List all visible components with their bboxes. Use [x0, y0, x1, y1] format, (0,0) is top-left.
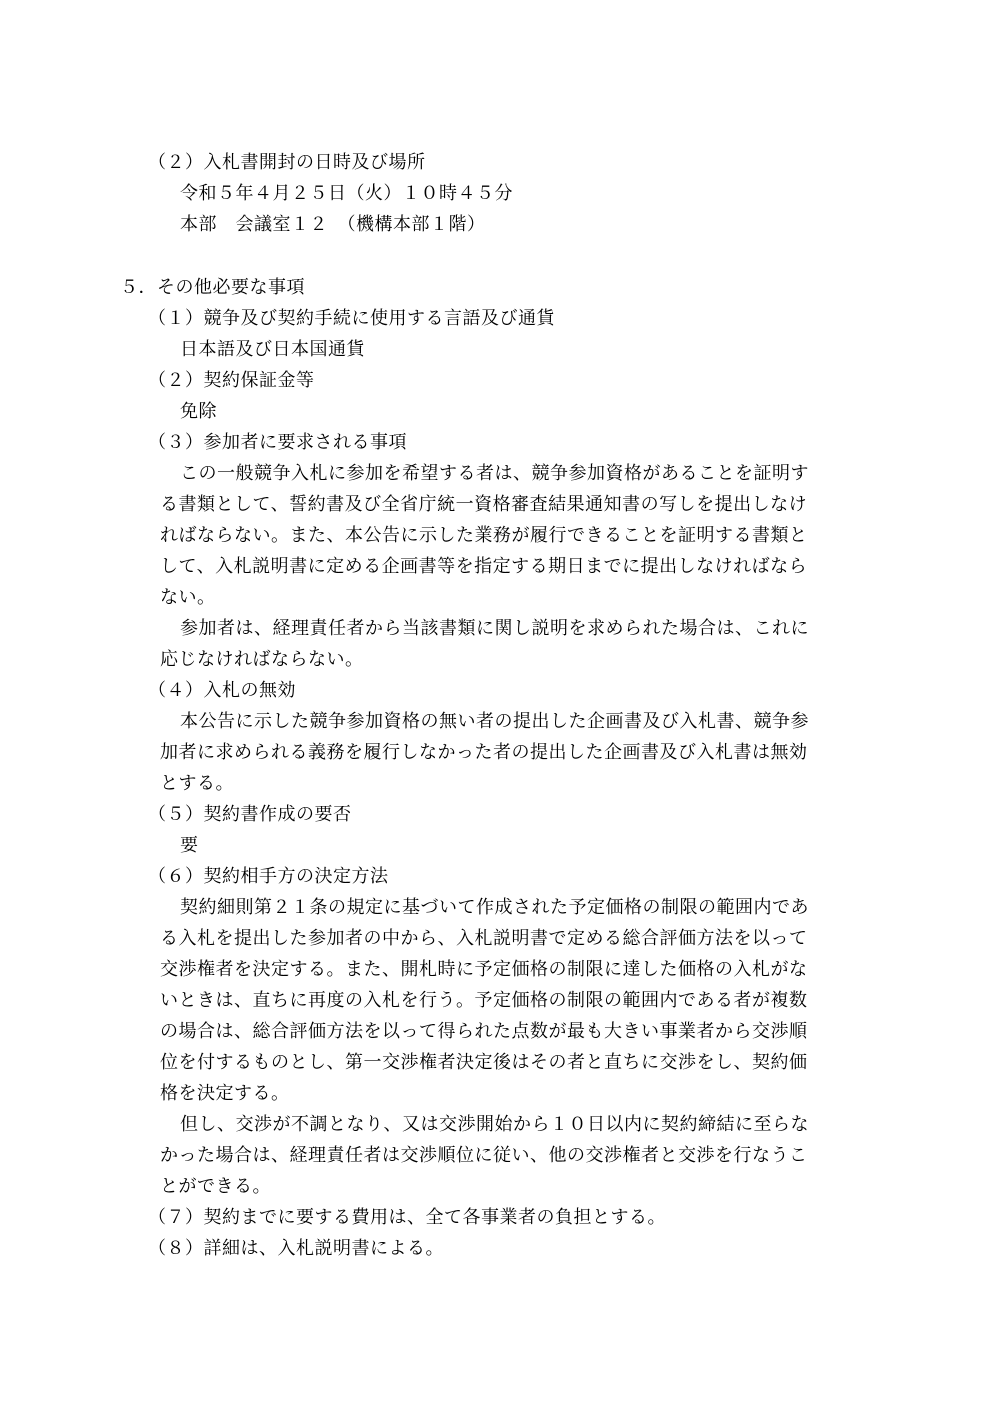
section-5-6-heading: （６）契約相手方の決定方法 — [148, 866, 389, 887]
section-5-3-p1-line: る書類として、誓約書及び全省庁統一資格審査結果通知書の写しを提出しなけ — [160, 494, 808, 515]
section-5-4-p1-line: 加者に求められる義務を履行しなかった者の提出した企画書及び入札書は無効 — [160, 742, 808, 763]
section-5-6-p2-line: 但し、交渉が不調となり、又は交渉開始から１０日以内に契約締結に至らな — [180, 1114, 809, 1135]
section-5-8: （８）詳細は、入札説明書による。 — [148, 1238, 444, 1259]
section-5-6-p1-line: 位を付するものとし、第一交渉権者決定後はその者と直ちに交渉をし、契約価 — [160, 1052, 808, 1073]
section-5-1-body: 日本語及び日本国通貨 — [180, 339, 365, 360]
section-5-4-heading: （４）入札の無効 — [148, 680, 296, 701]
section-5-1-heading: （１）競争及び契約手続に使用する言語及び通貨 — [148, 308, 555, 329]
section-4-2-heading: （２）入札書開封の日時及び場所 — [148, 152, 426, 173]
section-5-6-p1-line: の場合は、総合評価方法を以って得られた点数が最も大きい事業者から交渉順 — [160, 1021, 808, 1042]
section-5-5-heading: （５）契約書作成の要否 — [148, 804, 352, 825]
opening-place: 本部 会議室１２ （機構本部１階） — [180, 214, 486, 235]
section-5-6-p1-line: る入札を提出した参加者の中から、入札説明書で定める総合評価方法を以って — [160, 928, 808, 949]
section-5-3-p1-line: して、入札説明書に定める企画書等を指定する期日までに提出しなければなら — [160, 556, 808, 577]
section-5-6-p2-line: かった場合は、経理責任者は交渉順位に従い、他の交渉権者と交渉を行なうこ — [160, 1145, 808, 1166]
section-5-heading: ５．その他必要な事項 — [120, 277, 305, 298]
section-5-3-p2-line: 参加者は、経理責任者から当該書類に関し説明を求められた場合は、これに — [180, 618, 809, 639]
section-5-3-p2-line: 応じなければならない。 — [160, 649, 364, 670]
section-5-4-p1-line: とする。 — [160, 773, 234, 794]
section-5-3-p1-line: この一般競争入札に参加を希望する者は、競争参加資格があることを証明す — [180, 463, 809, 484]
section-5-6-p1-line: 格を決定する。 — [160, 1083, 290, 1104]
section-5-4-p1-line: 本公告に示した競争参加資格の無い者の提出した企画書及び入札書、競争参 — [180, 711, 809, 732]
opening-datetime: 令和５年４月２５日（火）１０時４５分 — [180, 183, 513, 204]
section-5-3-p1-line: ればならない。また、本公告に示した業務が履行できることを証明する書類と — [160, 525, 808, 546]
section-5-2-heading: （２）契約保証金等 — [148, 370, 315, 391]
section-5-6-p2-line: とができる。 — [160, 1176, 271, 1197]
section-5-6-p1-line: 交渉権者を決定する。また、開札時に予定価格の制限に達した価格の入札がな — [160, 959, 808, 980]
section-5-5-body: 要 — [180, 835, 199, 856]
section-5-3-heading: （３）参加者に要求される事項 — [148, 432, 407, 453]
section-5-3-p1-line: ない。 — [160, 587, 216, 608]
section-5-7: （７）契約までに要する費用は、全て各事業者の負担とする。 — [148, 1207, 666, 1228]
section-5-6-p1-line: 契約細則第２１条の規定に基づいて作成された予定価格の制限の範囲内であ — [180, 897, 809, 918]
section-5-2-body: 免除 — [180, 401, 217, 422]
section-5-6-p1-line: いときは、直ちに再度の入札を行う。予定価格の制限の範囲内である者が複数 — [160, 990, 808, 1011]
